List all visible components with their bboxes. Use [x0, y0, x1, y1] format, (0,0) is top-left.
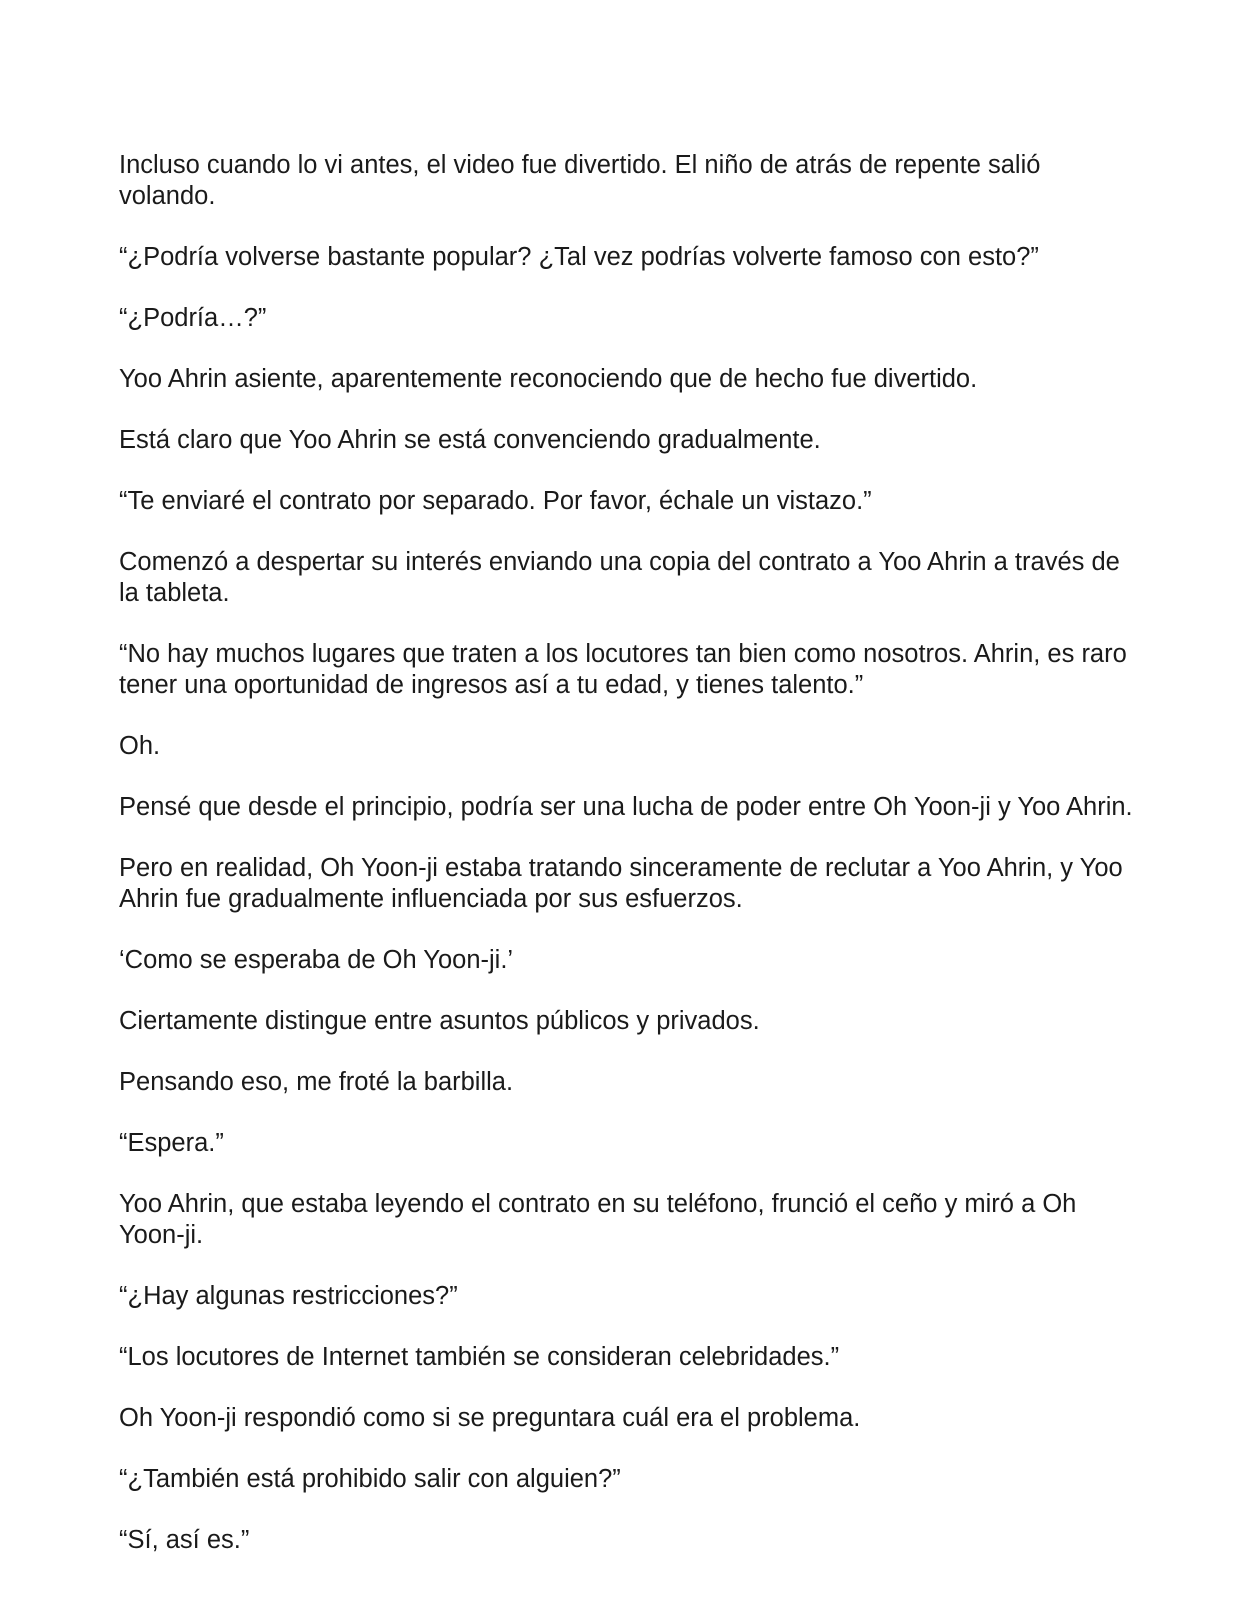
- paragraph: “Espera.”: [119, 1129, 224, 1157]
- paragraph: “¿También está prohibido salir con alguien?”: [119, 1465, 621, 1493]
- paragraph: Está claro que Yoo Ahrin se está convenciendo gradualmente.: [119, 426, 821, 454]
- paragraph: Yoo Ahrin, que estaba leyendo el contrato en su teléfono, frunció el ceño y miró a Oh Yoon-ji.: [119, 1190, 1077, 1249]
- paragraph: Comenzó a despertar su interés enviando una copia del contrato a Yoo Ahrin a través de la tableta.: [119, 548, 1120, 607]
- paragraph: “Te enviaré el contrato por separado. Por favor, échale un vistazo.”: [119, 487, 872, 515]
- paragraph: Pero en realidad, Oh Yoon-ji estaba tratando sinceramente de reclutar a Yoo Ahrin, y Yoo Ahrin fue gradualmente influenciada por sus esfuerzos.: [119, 854, 1123, 913]
- paragraph: Yoo Ahrin asiente, aparentemente reconociendo que de hecho fue divertido.: [119, 365, 978, 393]
- document-body: [119, 150, 1139, 1586]
- paragraph: “Los locutores de Internet también se consideran celebridades.”: [119, 1343, 840, 1371]
- paragraph: Pensando eso, me froté la barbilla.: [119, 1068, 514, 1096]
- paragraph: Ciertamente distingue entre asuntos públicos y privados.: [119, 1007, 760, 1035]
- paragraph: ‘Como se esperaba de Oh Yoon-ji.’: [119, 946, 514, 974]
- paragraph: “Sí, así es.”: [119, 1526, 250, 1554]
- paragraph: Pensé que desde el principio, podría ser una lucha de poder entre Oh Yoon-ji y Yoo Ahrin.: [119, 793, 1133, 821]
- paragraph: “¿Podría volverse bastante popular? ¿Tal vez podrías volverte famoso con esto?”: [119, 243, 1039, 271]
- paragraph: Oh.: [119, 732, 161, 760]
- paragraph: “¿Hay algunas restricciones?”: [119, 1282, 458, 1310]
- paragraph: “No hay muchos lugares que traten a los locutores tan bien como nosotros. Ahrin, es raro tener una oportunidad de ingresos así a tu edad, y tienes talento.”: [119, 640, 1127, 699]
- paragraph: Oh Yoon-ji respondió como si se preguntara cuál era el problema.: [119, 1404, 861, 1432]
- paragraph: “¿Podría…?”: [119, 304, 267, 332]
- paragraph: Incluso cuando lo vi antes, el video fue divertido. El niño de atrás de repente salió volando.: [119, 151, 1041, 210]
